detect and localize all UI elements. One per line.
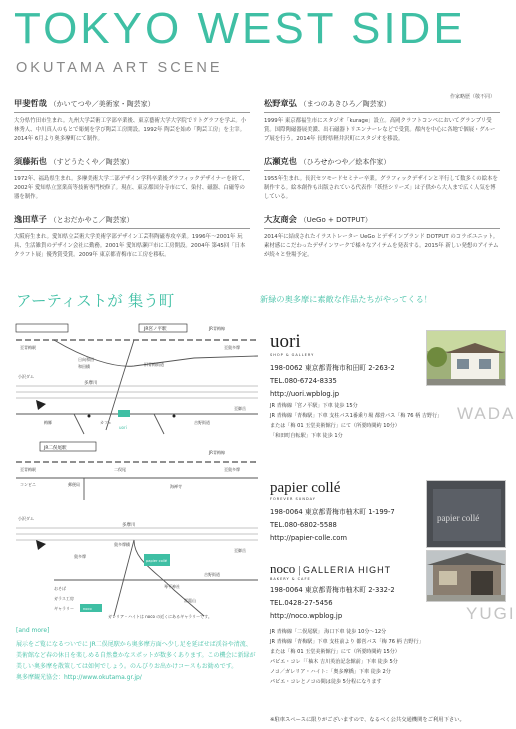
map1-station-label: JR宮ノ平駅 (144, 327, 167, 332)
andmore-section (16, 639, 256, 683)
artist-sudo (14, 156, 250, 202)
access-line: パピエ・コレとノコの間は徒歩 5分程になります (270, 679, 382, 685)
shop-address: 198-0064 東京都青梅市柚木町 1-199-7 (270, 508, 395, 516)
map2-label-13: 雷電山 (184, 598, 196, 603)
andmore-text: 展示をご覧になるついでに JR二俣尾駅から奥多摩方面へ少し足を延ばせば渓谷や清流、美術館など春の休日を楽しめる自然豊かなスポットが数多くあります。この機会に新緑が美しい奥多摩を散策しては如何でしょう。のんびりお出かけコースもお勧めです。 (16, 641, 256, 670)
artist-name (264, 156, 500, 171)
page-title: TOKYO WEST SIDE (14, 4, 466, 53)
shop-url[interactable]: http://papier-colle.com (270, 534, 348, 542)
map2-label-15: papier collé (146, 559, 167, 563)
andmore-heading: [and more] (16, 627, 50, 634)
artist-bio: 大阪府生まれ。愛知県立芸術大学美術学部デザイン工芸科陶磁専攻卒業。1996年～2001年 玩具、生活雑貨のデザイン会社に勤務。2001年 愛知県瀬戸市に工房開設。2004年 第45回「日本クラフト展」優秀賞受賞。2009年 東京都青梅市に工房を移転。 (14, 234, 246, 258)
map1-label-6: 至御岳 (234, 406, 246, 411)
access-line: 「和田町自転駅」下車 徒歩 1分 (270, 433, 343, 439)
artist-kana: （すどうたくや／陶芸家） (49, 158, 134, 166)
artist-kana: （とおだかやこ／陶芸家） (49, 216, 134, 224)
artist-name-text: 大友商会 (264, 214, 297, 224)
map2-label-6: 多摩川 (122, 523, 136, 528)
map1-label-7: 梅郷 (44, 420, 52, 425)
artist-kana: （UeGo + DOTPUT） (299, 216, 372, 224)
access-yugi (270, 627, 424, 687)
map1-label-3: 日向和田 (78, 357, 94, 362)
map2-label-17: 二俣尾 (114, 467, 126, 472)
artist-kai (14, 98, 250, 144)
catch-copy: アーティストが 集う町 (16, 292, 175, 310)
map1-label-9: uori (119, 425, 127, 430)
shop-logo-secondary: GALLERIA HIGHT (303, 565, 392, 575)
artist-name-text: 松野章弘 (264, 98, 297, 108)
map1-label-8: カフェ (100, 420, 112, 425)
photo-sign-text: papier collé (437, 513, 480, 523)
catch-subcopy: 新緑の奥多摩に素敵な作品たちがやってくる！ (260, 294, 432, 304)
map2-label-19: ギャラリー (54, 606, 74, 611)
shop-address: 198-0064 東京都青梅市柚木町 2-332-2 (270, 586, 395, 594)
map2-label-3: 郵便局 (68, 482, 80, 487)
map2-label-12: おそば (54, 586, 66, 591)
map2-label-8: 奥多摩 (74, 554, 86, 559)
artist-kana: （まつのあきひろ／陶芸家） (299, 100, 391, 108)
map2-footer: ガレリア・ハイトは noco の近くにあるギャラリーです。 (108, 614, 212, 619)
map1-label-12: 旧青梅街道 (144, 362, 164, 367)
artist-kana: （ひろせかつや／絵本作家） (299, 158, 391, 166)
page-subtitle: OKUTAMA ART SCENE (16, 60, 223, 76)
shop-logo: noco (270, 561, 296, 576)
artist-hirose (264, 156, 500, 202)
map1-label-0: 至青梅駅 (20, 345, 36, 350)
footer-note: ※駐車スペースに限りがございますので、なるべく公共交通機関をご利用下さい。 (270, 717, 465, 723)
access-line: または「梅 01 玉堂美術館行」にて（所要時間約 15分） (270, 649, 400, 655)
map1-label-2: 和田橋 (78, 364, 90, 369)
shop-tel: TEL.0428-27-5456 (270, 599, 333, 607)
artist-name (264, 214, 500, 229)
map1-label-5: 小沢ダム (18, 374, 34, 379)
artist-otomo (264, 214, 500, 260)
shop-logo-sub: FOREVER SUNDAY (270, 497, 316, 501)
access-uori (270, 401, 442, 441)
shop-url[interactable]: http://noco.wpblog.jp (270, 612, 343, 620)
map2-station-label: JR二俣尾駅 (44, 446, 67, 451)
map2-label-14: JR青梅線 (209, 450, 225, 455)
shop-tel: TEL.080-6724-8335 (270, 377, 337, 385)
artist-bio: 1972年、福島県生まれ。多摩美術大学二部デザイン学科卒業後グラフィックデザイナーを経て、2002年 愛知県立窯業高等技術専門校修了。現在、東京都国分寺市にて、染付、磁器、白磁等の器を制作。 (14, 176, 248, 200)
shop-logo: uori (270, 331, 301, 352)
map2-label-11: 至御岳 (234, 548, 246, 553)
access-line: JR 青梅線「宮ノ平駅」下車 徒歩 15分 (270, 403, 358, 409)
artist-name (14, 156, 250, 171)
map2-label-0: 至青梅駅 (20, 467, 36, 472)
access-line: JR 青梅線「青梅駅」下車 支柱バス1番乗り場 都営バス「梅 76 柄 吉野行」 (270, 413, 443, 419)
map2-label-16: noco (83, 607, 92, 611)
shop-address: 198-0062 東京都青梅市和田町 2-263-2 (270, 364, 395, 372)
shop-logo: papier collé (270, 480, 341, 496)
map1-label-11: JR青梅線 (209, 326, 225, 331)
map2-label-4: 海禅寺 (170, 484, 182, 489)
map-wada (14, 318, 262, 436)
artist-name (14, 214, 250, 229)
artist-bio: 1955年生まれ。長沢セツモードセミナー卒業。グラフィックデザインと平行して数多くの絵本を制作する。絵本創作も出版されている代表作「妖怪シリーズ」は子供から大人まで広く人気を博している。 (264, 176, 498, 200)
shop-noco: noco | GALLERIA HIGHT BAKERY & CAFE 198-0064 東京都青梅市柚木町 2-332-2 TEL.0428-27-5456 http://noco.wpblog.jp (270, 561, 506, 623)
map2-label-7: 奥多摩橋 (114, 542, 130, 547)
artist-kana: （かいてつや／美術家・陶芸家） (49, 100, 155, 108)
artist-name-text: 逸田草子 (14, 214, 47, 224)
map2-label-5: 小沢ダム (18, 516, 34, 521)
access-line: JR 青梅線「青梅駅」下車 支柱前より 都営バス「梅 76 柄 吉野行」 (270, 639, 424, 645)
shop-url[interactable]: http://uori.wpblog.jp (270, 390, 340, 398)
artist-name-text: 広瀬克也 (264, 156, 297, 166)
photo-noco (426, 550, 506, 602)
artist-bio: 1999年 東京都福生市にスタジオ「kurage」設立。高岡クラフトコンペにおいてグランプリ受賞。国際陶磁器展美濃、出石磁器トリエンナーレなどで受賞。都内を中心に各地で個展・グループ展を行う。2014年 長野県軽井沢町にスタジオを移設。 (264, 118, 496, 142)
access-line: または「梅 01 玉堂美術館行」にて（所要時間約 10分） (270, 423, 400, 429)
photo-uori (426, 330, 506, 386)
artist-name-text: 須藤拓也 (14, 156, 47, 166)
access-line: ノコ／ガレリア・ハイト：「奥多摩橋」下車 徒歩 2分 (270, 669, 391, 675)
artist-bio: 大分県竹田市生まれ。九州大学芸術工学部卒業後、東京藝術大学大学院でリトグラフを学ぶ。小林秀人、中川真人のもとで彫刻を学び陶芸工房開設。1992年 陶芸を始め「陶芸工房」を主宰。2014年 6月より奥多摩町にて制作。 (14, 118, 247, 142)
map1-label-10: 吉野街道 (194, 420, 210, 425)
map2-label-9: 吉野街道 (204, 572, 220, 577)
artist-name (264, 98, 500, 113)
area-label-yugi: YUGI (466, 604, 516, 623)
map-yugi (14, 440, 262, 620)
artist-bio: 2014年に結成されたイラストレーター UeGo とデザインブランド DOTPUT のコラボユニット。素材感にこだわったデザインワークで様々なアイテムを発表する。2015年 新しい発想のアイテムが続々と登場予定。 (264, 234, 499, 258)
map1-label-4: 多摩川 (84, 381, 98, 386)
access-line: JR 青梅線「二俣尾駅」 海口下車 徒歩 10分～12分 (270, 629, 387, 635)
artist-name (14, 98, 250, 113)
artist-matsuno (264, 98, 500, 144)
map2-label-18: ガラス工房 (54, 596, 74, 601)
area-label-wada: WADA (457, 404, 516, 423)
andmore-link[interactable]: 奥多摩観光協会：http://www.okutama.gr.jp/ (16, 674, 142, 681)
shop-logo-sub: SHOP & GALLERY (270, 353, 315, 357)
shop-logo-sub: BAKERY & CAFE (270, 577, 311, 581)
map2-label-2: コンビニ (20, 482, 36, 487)
map2-label-10: 琴平神社 (164, 584, 180, 589)
artist-name-text: 甲斐哲哉 (14, 98, 47, 108)
map1-label-1: 至奥多摩 (224, 345, 240, 350)
credit-note: 作家略歴（敬不同） (450, 94, 496, 100)
artist-toda (14, 214, 250, 260)
map2-label-1: 至奥多摩 (224, 467, 240, 472)
photo-papier-colle (426, 480, 506, 548)
access-line: パピエ・コレ「「柚木 吉川英治記念館前」下車 徒歩 5分 (270, 659, 398, 665)
shop-tel: TEL.080-6802-5588 (270, 521, 337, 529)
